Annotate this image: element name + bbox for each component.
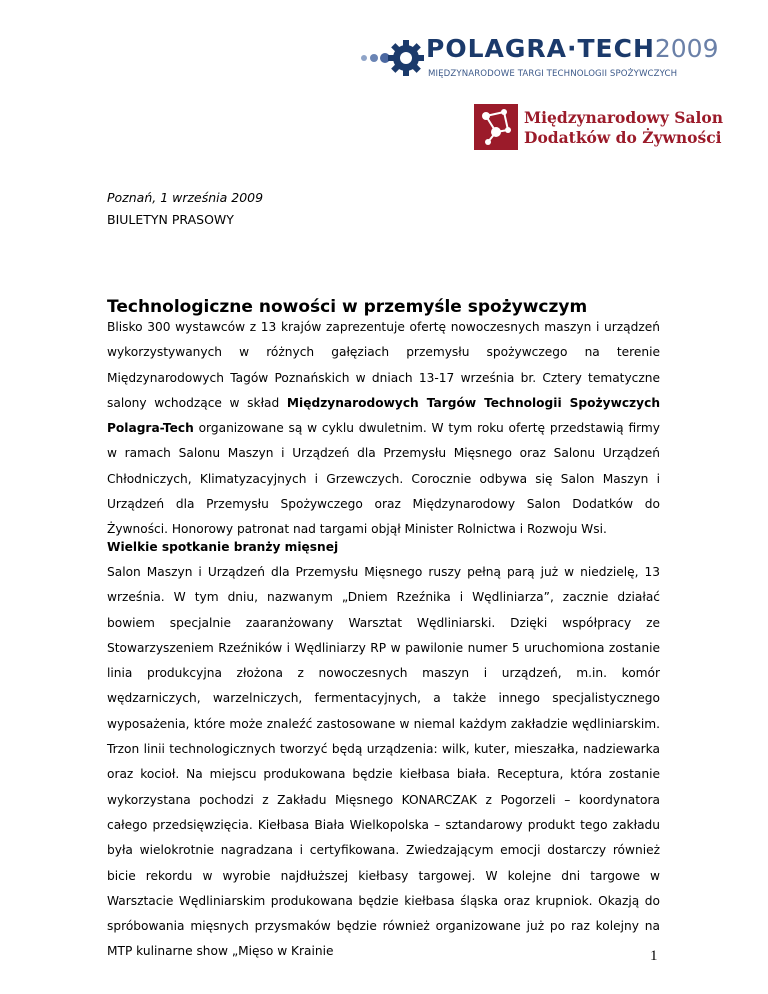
section-subheading: Wielkie spotkanie branży mięsnej [107, 540, 339, 554]
salon-dodatkow-logo [474, 100, 724, 154]
polagra-subtitle: MIĘDZYNARODOWE TARGI TECHNOLOGII SPOŻYWCZYCH [428, 69, 678, 79]
paragraph-1-bold-fair-name: Międzynarodowych Targów Technologii Spożywczych Polagra-Tech [107, 395, 660, 436]
salon-logo-line1: Międzynarodowy Salon [524, 108, 724, 127]
polagra-brand-name: POLAGRA·TECH2009 [426, 34, 719, 63]
bulletin-label: BIULETYN PRASOWY [107, 212, 234, 227]
polagra-year: 2009 [654, 34, 719, 63]
article-paragraph-1 [107, 315, 660, 543]
article-paragraph-2: Salon Maszyn i Urządzeń dla Przemysłu Mięsnego ruszy pełną parą już w niedzielę, 13 września. W tym dniu, nazwanym „Dniem Rzeźnika i Wędliniarza”, zacznie działać bowiem specjalnie zaaranżowany Warsztat Wędliniarski. Dzięki współpracy ze Stowarzyszeniem Rzeźników i Wędliniarzy RP w pawilonie numer 5 uruchomiona zostanie linia produkcyjna złożona z nowoczesnych maszyn i urządzeń, m.in. komór wędzarniczych, warzelniczych, fermentacyjnych, a także innego specjalistycznego wyposażenia, które może znaleźć zastosowane w niemal każdym zakładzie wędliniarskim. Trzon linii technologicznych tworzyć będą urządzenia: wilk, kuter, mieszałka, nadziewarka oraz kocioł. Na miejscu produkowana będzie kiełbasa biała. Receptura, która zostanie wykorzystana pochodzi z Zakładu Mięsnego KONARCZAK z Pogorzeli – koordynatora całego przedsięwzięcia. Kiełbasa Biała Wielkopolska – sztandarowy produkt tego zakładu była wielokrotnie nagradzana i certyfikowana. Zwiedzającym emocji dostarczy również bicie rekordu w wyrobie najdłuższej kiełbasy targowej. W kolejne dni targowe w Warsztacie Wędliniarskim produkowana będzie kiełbasa śląska oraz krupniok. Okazją do spróbowania mięsnych przysmaków będzie również organizowane już po raz kolejny na MTP kulinarne show „Mięso w Krainie [107, 565, 660, 959]
paragraph-1-text-a: Blisko 300 wystawców z 13 krajów zaprezentuje ofertę nowoczesnych maszyn i urządzeń wykorzystywanych w różnych gałęziach przemysłu spożywczego na terenie Międzynarodowych Tagów Poznańskich w dniach 13-17 września br. Cztery tematyczne salony wchodzące w skład [107, 320, 660, 410]
paragraph-1-text-c: organizowane są w cyklu dwuletnim. W tym roku ofertę przedstawią firmy w ramach Salonu Maszyn i Urządzeń dla Przemysłu Mięsnego oraz Salonu Urządzeń Chłodniczych, Klimatyzacyjnych i Grzewczych. Corocznie odbywa się Salon Maszyn i Urządzeń dla Przemysłu Spożywczego oraz Międzynarodowy Salon Dodatków do Żywności. Honorowy patronat nad targami objął Minister Rolnictwa i Rozwoju Wsi. [107, 421, 660, 537]
dateline: Poznań, 1 września 2009 [107, 190, 264, 205]
article-title: Technologiczne nowości w przemyśle spożywczym [107, 297, 588, 317]
molecule-icon [474, 100, 520, 154]
page-number: 1 [650, 948, 658, 964]
polagra-tech-logo [358, 28, 719, 88]
salon-logo-line2: Dodatków do Żywności [524, 128, 722, 147]
gear-dots-icon [358, 28, 426, 88]
